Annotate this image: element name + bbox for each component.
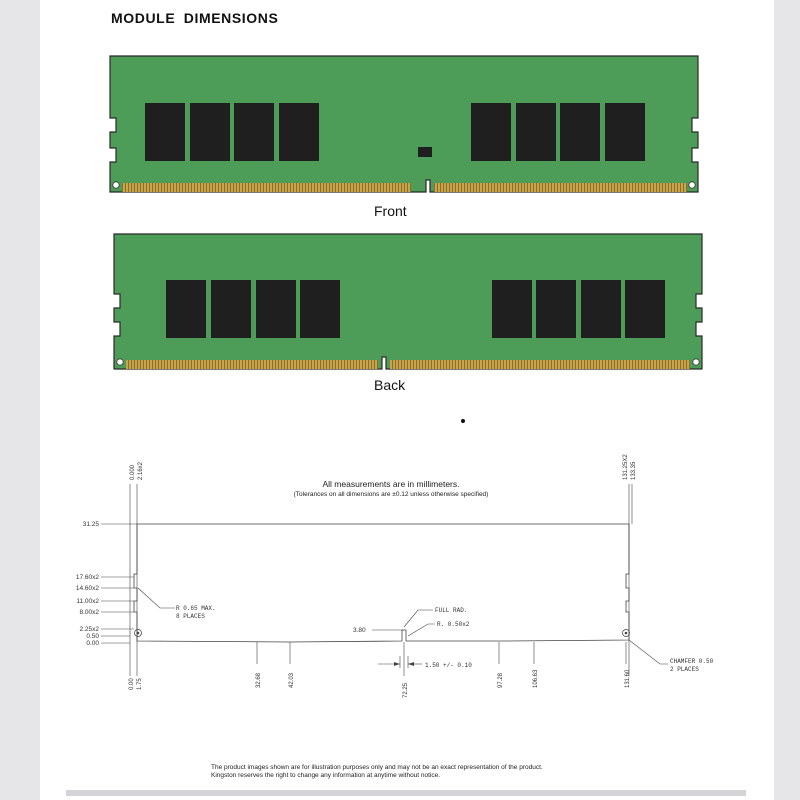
dim-top-right-0: 131.25X2 [623,454,629,480]
callout-notch-width: 1.50 +/- 0.10 [425,662,472,669]
dim-left-31-25: 31.25 [82,521,99,528]
dim-left-11-00: 11.00x2 [76,598,99,605]
footer-line-1: The product images shown are for illustration purposes only and may not be an exact representation of the product. [211,764,543,771]
dim-top-left-0: 0.000 [130,464,136,480]
back-chip-2 [211,280,251,338]
dim-notch-height: 3.80 [353,627,366,634]
dim-left-0-50: 0.50 [86,633,99,640]
back-chip-6 [536,280,576,338]
leader-radius [138,588,175,608]
front-hole-right [689,182,695,188]
front-chip-3 [234,103,274,161]
front-contacts-left [122,183,411,192]
back-chip-5 [492,280,532,338]
tolerance-note: (Tolerances on all dimensions are ±0.12 unless otherwise specified) [293,491,489,498]
dim-left-2-25: 2.25x2 [79,626,99,633]
section-title: MODULE DIMENSIONS [111,10,279,26]
callout-r050: R. 0.50x2 [437,621,470,628]
callout-radius-line-2: 8 PLACES [176,613,205,620]
front-spd-chip [418,147,432,157]
dim-left-17-60: 17.60x2 [75,574,99,581]
front-chip-2 [190,103,230,161]
hole-left-center [137,632,139,634]
dimension-drawing [101,484,668,676]
back-hole-left [117,359,123,365]
back-chip-4 [300,280,340,338]
notch-arrowhead-right [408,662,414,666]
dim-left-0-00: 0.00 [86,640,99,647]
front-hole-left [113,182,119,188]
footer-line-2: Kingston reserves the right to change any information at anytime without notice. [211,772,441,779]
dim-bottom-97-28: 97.28 [498,672,504,688]
front-chip-8 [605,103,645,161]
dim-bottom-131-60: 131.60 [625,669,631,688]
front-chip-5 [471,103,511,161]
front-chip-1 [145,103,185,161]
front-contacts-right [434,183,687,192]
back-caption: Back [374,377,406,393]
front-chip-7 [560,103,600,161]
callout-chamfer-line-1: CHAMFER 0.50 [670,658,714,665]
back-hole-right [693,359,699,365]
dim-top-right-1: 133.35 [631,461,637,480]
callout-full-rad: FULL RAD. [435,607,468,614]
leader-full-rad [404,610,433,627]
back-contacts-left [126,360,378,369]
bullet-dot [461,419,465,423]
measurement-note: All measurements are in millimeters. [322,479,460,489]
drawing-outline [134,524,629,642]
dim-top-left-1: 2.16x2 [138,461,144,480]
back-chip-3 [256,280,296,338]
callout-radius-line-1: R 0.65 MAX. [176,605,216,612]
front-module [110,56,698,192]
dim-bottom-32-68: 32.68 [256,672,262,688]
front-chip-4 [279,103,319,161]
leader-r050 [408,624,435,636]
leader-chamfer [629,640,668,664]
dim-bottom-0-00: 0.00 [129,678,135,690]
dim-bottom-1-75: 1.75 [137,678,143,690]
notch-arrowhead-left [394,662,400,666]
dim-bottom-42-03: 42.03 [289,672,295,688]
callout-chamfer-line-2: 2 PLACES [670,666,699,673]
back-chip-7 [581,280,621,338]
back-module [114,234,702,369]
dim-bottom-72-25: 72.25 [403,682,409,698]
hole-right-center [625,632,627,634]
dim-left-8-00: 8.00x2 [79,609,99,616]
front-caption: Front [374,203,407,219]
dim-bottom-106-63: 106.63 [533,669,539,688]
back-chip-1 [166,280,206,338]
front-chip-6 [516,103,556,161]
dim-left-14-60: 14.60x2 [75,585,99,592]
back-chip-8 [625,280,665,338]
back-contacts-right [390,360,690,369]
